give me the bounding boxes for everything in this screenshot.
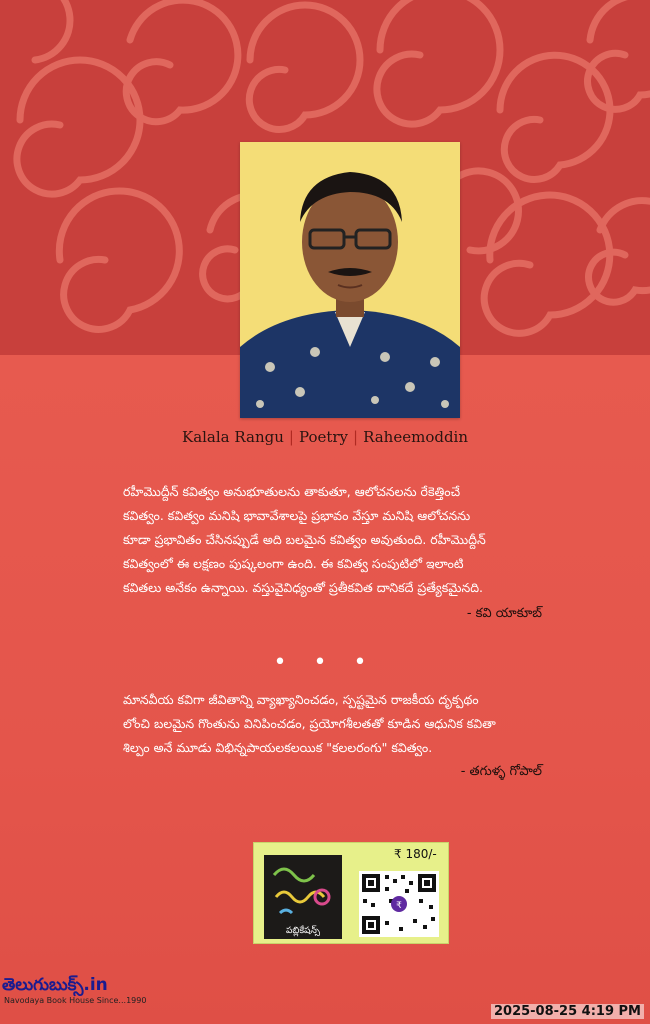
publisher-label: పబ్లికేషన్స్ [286, 926, 320, 936]
photo-timestamp: 2025-08-25 4:19 PM [491, 1004, 644, 1019]
price-label: ₹ 180/- [394, 847, 437, 861]
review-paragraph-2 [123, 688, 543, 760]
review-paragraph-1 [123, 480, 543, 600]
site-watermark-sub: Navodaya Book House Since...1990 [4, 996, 147, 1005]
review-attribution-2: - తగుళ్ళ గోపాల్ [460, 764, 542, 779]
book-caption [0, 428, 650, 446]
author-photo [240, 142, 460, 418]
review-line: కూడా ప్రభావితం చేసినప్పుడే అది బలమైన కవిత్వం అవుతుంది. రహీమొద్దీన్ [123, 532, 486, 547]
review-line: కవిత్వం. కవిత్వం మనిషి భావావేశాలపై ప్రభావం వేస్తూ మనిషి ఆలోచనను [123, 508, 471, 523]
review-line: శిల్పం అనే మూడు విభిన్నపాయలకలయిక "కలలరంగు" కవిత్వం. [123, 740, 433, 755]
caption-separator: | [353, 428, 359, 446]
section-separator: • • • [273, 650, 377, 675]
book-genre: Poetry [298, 428, 349, 446]
site-watermark: తెలుగుబుక్స్.in [2, 975, 108, 995]
review-line: కవిత్వంలో ఈ లక్షణం పుష్కలంగా ఉంది. ఈ కవిత్వ సంపుటిలో ఇలాంటి [123, 556, 464, 571]
review-line: కవితలు అనేకం ఉన్నాయి. వస్తువైవిధ్యంతో ప్రతీకవిత దానికదే ప్రత్యేకమైనది. [123, 580, 484, 595]
author-portrait-icon [240, 142, 460, 418]
review-line: రహీమొద్దీన్ కవిత్వం అనుభూతులను తాకుతూ, ఆలోచనలను రేకెత్తించే [123, 484, 461, 499]
book-title: Kalala Rangu [181, 428, 284, 446]
svg-text:₹: ₹ [396, 901, 402, 911]
publisher-badge [253, 842, 449, 944]
review-line: లోంచి బలమైన గొంతును వినిపించడం, ప్రయోగశీలతతో కూడిన ఆధునిక కవితా [123, 716, 496, 731]
review-attribution-1: - కవి యాకూబ్ [466, 606, 542, 621]
book-author: Raheemoddin [363, 428, 469, 446]
review-line: మానవీయ కవిగా జీవితాన్ని వ్యాఖ్యానించడం, స్పష్టమైన రాజకీయ దృక్పథం [123, 692, 479, 707]
qr-code-icon[interactable] [359, 871, 439, 937]
publisher-logo-icon [264, 855, 342, 939]
caption-separator: | [288, 428, 294, 446]
